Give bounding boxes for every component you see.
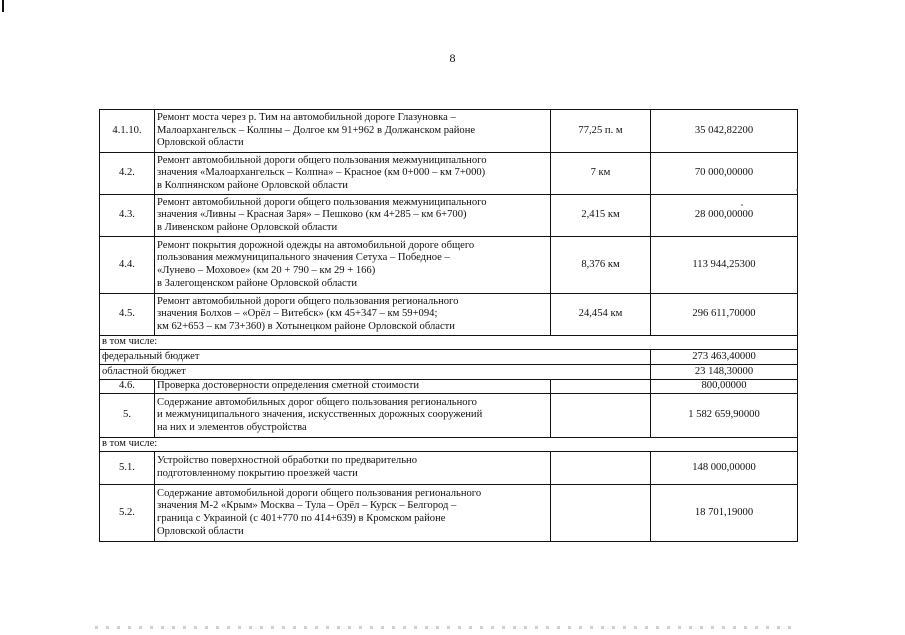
item-number-cell: 5. bbox=[100, 394, 155, 438]
item-number-cell: 4.1.10. bbox=[100, 110, 155, 153]
item-quantity-cell bbox=[551, 452, 651, 485]
scan-speck bbox=[796, 189, 798, 191]
item-amount-cell: 113 944,25300 bbox=[651, 237, 798, 294]
item-amount-cell: 148 000,00000 bbox=[651, 452, 798, 485]
table-row bbox=[100, 394, 798, 438]
budget-source-label: федеральный бюджет bbox=[100, 350, 651, 365]
item-quantity-cell bbox=[551, 485, 651, 542]
table-row bbox=[100, 237, 798, 294]
description-line: Проверка достоверности определения сметной стоимости bbox=[157, 380, 419, 392]
including-label: в том числе: bbox=[100, 336, 798, 350]
table-row bbox=[100, 294, 798, 336]
scan-bottom-noise bbox=[95, 626, 795, 629]
budget-source-row bbox=[100, 365, 798, 380]
description-line: граница с Украиной (с 401+770 по 414+639) в Кромском районе bbox=[157, 513, 446, 524]
subtotal-header-row bbox=[100, 438, 798, 452]
item-amount-cell: 800,00000 bbox=[651, 380, 798, 394]
item-number-cell: 4.6. bbox=[100, 380, 155, 394]
item-description-cell bbox=[155, 294, 551, 336]
description-line: значения «Малоархангельск – Колпна» – Красное (км 0+000 – км 7+000) bbox=[157, 167, 486, 179]
item-quantity-cell: 7 км bbox=[551, 153, 651, 195]
item-description-cell bbox=[155, 195, 551, 237]
table-row bbox=[100, 380, 798, 394]
description-line: значения Болхов – «Орёл – Витебск» (км 45+347 – км 59+094; bbox=[157, 308, 438, 320]
table-row bbox=[100, 110, 798, 153]
item-description-cell bbox=[155, 237, 551, 294]
item-quantity-cell: 8,376 км bbox=[551, 237, 651, 294]
description-line: Ремонт автомобильной дороги общего пользования регионального bbox=[157, 295, 459, 307]
item-amount-cell: 70 000,00000 bbox=[651, 153, 798, 195]
item-description-cell bbox=[155, 153, 551, 195]
item-amount-cell: 28 000,00000 bbox=[651, 195, 798, 237]
description-line: Ремонт автомобильной дороги общего пользования межмуниципального bbox=[157, 196, 487, 208]
item-description-cell bbox=[155, 485, 551, 542]
table-row bbox=[100, 485, 798, 542]
item-quantity-cell: 2,415 км bbox=[551, 195, 651, 237]
budget-table bbox=[99, 109, 798, 542]
table-row bbox=[100, 153, 798, 195]
description-line: Содержание автомобильной дороги общего пользования регионального bbox=[157, 487, 482, 499]
item-quantity-cell: 24,454 км bbox=[551, 294, 651, 336]
item-quantity-cell: 77,25 п. м bbox=[551, 110, 651, 153]
budget-source-amount: 23 148,30000 bbox=[651, 365, 798, 380]
item-amount-cell: 296 611,70000 bbox=[651, 294, 798, 336]
description-line: значения М-2 «Крым» Москва – Тула – Орёл – Курск – Белгород – bbox=[157, 500, 457, 512]
description-line: в Ливенском районе Орловской области bbox=[157, 221, 338, 233]
description-line: Ремонт автомобильной дороги общего пользования межмуниципального bbox=[157, 154, 487, 166]
description-line: Устройство поверхностной обработки по предварительно bbox=[157, 455, 418, 467]
description-line: Ремонт покрытия дорожной одежды на автомобильной дороге общего bbox=[157, 239, 475, 251]
item-description-cell bbox=[155, 394, 551, 438]
description-line: Орловской области bbox=[157, 525, 244, 537]
item-number-cell: 4.3. bbox=[100, 195, 155, 237]
item-number-cell: 4.5. bbox=[100, 294, 155, 336]
table-row bbox=[100, 195, 798, 237]
item-number-cell: 5.1. bbox=[100, 452, 155, 485]
table-row bbox=[100, 452, 798, 485]
including-label: в том числе: bbox=[100, 438, 798, 452]
description-line: значения «Ливны – Красная Заря» – Пешково (км 4+285 – км 6+700) bbox=[157, 209, 467, 221]
item-amount-cell: 35 042,82200 bbox=[651, 110, 798, 153]
item-description-cell bbox=[155, 452, 551, 485]
description-line: в Колпнянском районе Орловской области bbox=[157, 179, 348, 191]
description-line: и межмуниципального значения, искусственных дорожных сооружений bbox=[157, 409, 483, 421]
item-quantity-cell bbox=[551, 380, 651, 394]
item-number-cell: 4.2. bbox=[100, 153, 155, 195]
description-line: «Лунево – Моховое» (км 20 + 790 – км 29 + 166) bbox=[157, 265, 376, 276]
description-line: Содержание автомобильных дорог общего пользования регионального bbox=[157, 396, 477, 408]
description-line: Орловской области bbox=[157, 137, 244, 149]
scan-speck bbox=[741, 204, 743, 206]
description-line: Малоархангельск – Колпны – Долгое км 91+962 в Должанском районе bbox=[157, 124, 476, 136]
subtotal-header-row bbox=[100, 336, 798, 350]
description-line: подготовленному покрытию проезжей части bbox=[157, 468, 358, 479]
item-amount-cell: 1 582 659,90000 bbox=[651, 394, 798, 438]
budget-source-label: областной бюджет bbox=[100, 365, 651, 380]
item-quantity-cell bbox=[551, 394, 651, 438]
budget-source-amount: 273 463,40000 bbox=[651, 350, 798, 365]
item-amount-cell: 18 701,19000 bbox=[651, 485, 798, 542]
scan-margin-mark bbox=[2, 0, 4, 12]
description-line: на них и элементов обустройства bbox=[157, 421, 307, 433]
item-number-cell: 4.4. bbox=[100, 237, 155, 294]
page-number: 8 bbox=[449, 51, 456, 65]
item-description-cell bbox=[155, 110, 551, 153]
description-line: Ремонт моста через р. Тим на автомобильной дороге Глазуновка – bbox=[157, 112, 456, 124]
item-description-cell bbox=[155, 380, 551, 394]
description-line: пользования межмуниципального значения Сетуха – Победное – bbox=[157, 252, 450, 264]
budget-source-row bbox=[100, 350, 798, 365]
item-number-cell: 5.2. bbox=[100, 485, 155, 542]
description-line: в Залегощенском районе Орловской области bbox=[157, 277, 358, 289]
description-line: км 62+653 – км 73+360) в Хотынецком районе Орловской области bbox=[157, 320, 455, 332]
